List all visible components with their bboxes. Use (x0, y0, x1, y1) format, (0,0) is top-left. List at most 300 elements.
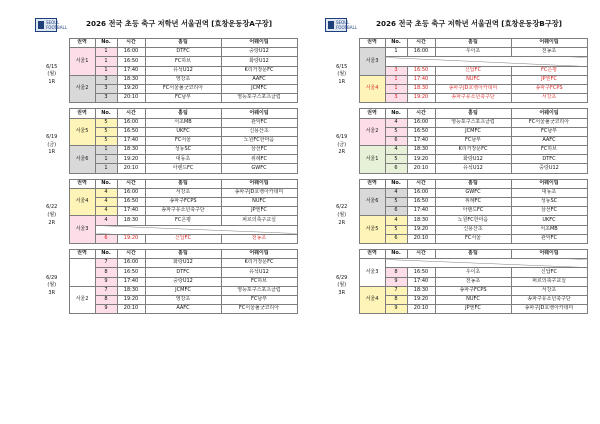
match-number: 5 (385, 155, 407, 164)
table-row (35, 188, 297, 197)
away-team: 위례FC (221, 155, 297, 164)
match-time: 20:10 (407, 305, 435, 314)
panel-title-bar (325, 18, 587, 34)
date-line: (금) (47, 141, 57, 148)
match-time: 19:20 (407, 295, 435, 304)
table-row (35, 216, 297, 225)
date-line: (월) (337, 71, 347, 78)
home-team: 유석U12 (145, 66, 221, 75)
match-time: 16:00 (407, 118, 435, 127)
home-team: GWFC (435, 188, 511, 197)
match-number: 5 (95, 127, 117, 136)
match-time: 16:50 (407, 127, 435, 136)
match-time: 16:00 (117, 259, 145, 268)
table-row (35, 75, 297, 84)
match-time: 20:10 (117, 305, 145, 314)
match-number: 1 (95, 66, 117, 75)
home-team: 신용산초 (435, 225, 511, 234)
match-time: 17:40 (117, 207, 145, 216)
header-row (325, 109, 587, 118)
group-name: 서울1 (359, 146, 385, 174)
match-number: 9 (385, 277, 407, 286)
home-team: 영강초 (145, 295, 221, 304)
home-team: 송파구유소년축구단 (145, 207, 221, 216)
date-header-blank (35, 249, 69, 258)
away-team: 중랑U12 (221, 48, 297, 57)
match-time: 17:40 (117, 136, 145, 145)
away-team: DTFC (511, 155, 587, 164)
match-time: 18:30 (407, 146, 435, 155)
column-header: 어웨이팀 (221, 179, 297, 188)
home-team: JCMFC (435, 127, 511, 136)
column-header: No. (95, 179, 117, 188)
home-team: DTFC (145, 268, 221, 277)
match-time: 17:40 (407, 207, 435, 216)
match-time: 19:20 (117, 84, 145, 93)
away-team: 대동초 (511, 188, 587, 197)
column-header: 홈팀 (435, 109, 511, 118)
panel-title: 2026 전국 초등 축구 저학년 서울권역 [효창운동장B구장] (376, 19, 562, 28)
group-name: 서울3 (359, 48, 385, 76)
column-header: No. (95, 109, 117, 118)
away-team: 송파구JD호뱅아카데미 (511, 305, 587, 314)
away-team: 송파구JD호뱅아카데미 (221, 188, 297, 197)
match-number: 6 (385, 207, 407, 216)
home-team: FC은평 (145, 216, 221, 225)
match-number: 4 (385, 188, 407, 197)
header-row (35, 249, 297, 258)
date-line: (월) (337, 212, 347, 219)
away-team: FC은평 (511, 66, 587, 75)
column-header: 시간 (117, 109, 145, 118)
match-time: 16:50 (407, 268, 435, 277)
date-line: (금) (337, 141, 347, 148)
group-name: 서울5 (359, 216, 385, 244)
home-team: 위례FC (435, 198, 511, 207)
week-schedule-table (35, 249, 298, 314)
home-team: 신답FC (145, 234, 221, 243)
away-team: NUFC (221, 198, 297, 207)
empty-slot (385, 57, 587, 66)
away-team: 관악FC (511, 234, 587, 243)
date-line: 1R (48, 79, 56, 86)
group-name: 서울2 (359, 118, 385, 146)
home-team: 송파구FCPS (435, 286, 511, 295)
week-schedule-table (35, 179, 298, 244)
home-team: FC남부 (145, 94, 221, 103)
match-time: 17:40 (407, 75, 435, 84)
match-time: 20:10 (407, 164, 435, 173)
home-team: 우이초 (435, 48, 511, 57)
match-number: 3 (95, 75, 117, 84)
date-line: 2R (338, 149, 346, 156)
date-header-blank (325, 39, 359, 48)
group-name: 서울2 (69, 75, 95, 103)
match-number: 1 (95, 57, 117, 66)
match-time: 17:40 (407, 277, 435, 286)
date-line: (월) (47, 282, 57, 289)
match-number: 1 (95, 164, 117, 173)
match-number: 9 (385, 305, 407, 314)
header-row (325, 179, 587, 188)
column-header: 권역 (69, 39, 95, 48)
table-row (325, 188, 587, 197)
match-time: 18:30 (407, 84, 435, 93)
match-number: 1 (385, 84, 407, 93)
match-time: 18:30 (117, 75, 145, 84)
column-header: No. (385, 39, 407, 48)
home-team: FC남부 (435, 136, 511, 145)
home-team: 노원FC한마음 (435, 216, 511, 225)
column-header: 어웨이팀 (511, 179, 587, 188)
match-time: 18:30 (117, 216, 145, 225)
away-team: FC남부 (511, 127, 587, 136)
column-header: 권역 (359, 109, 385, 118)
match-number: 7 (385, 286, 407, 295)
table-row (325, 48, 587, 57)
table-row (325, 259, 587, 268)
home-team: 성동SC (145, 146, 221, 155)
match-number: 5 (385, 225, 407, 234)
seoul-football-logo (35, 18, 67, 32)
match-time: 16:50 (117, 268, 145, 277)
column-header: No. (95, 39, 117, 48)
logo-text: SEOUL FOOTBALL (46, 20, 67, 30)
match-time: 19:20 (407, 155, 435, 164)
match-number: 9 (95, 305, 117, 314)
group-name: 서울6 (69, 146, 95, 174)
home-team: 송파구FCPS (145, 198, 221, 207)
away-team: 퍼르의축구교실 (221, 216, 297, 225)
table-row (35, 48, 297, 57)
home-team: 영등포구스포츠클럽 (435, 118, 511, 127)
home-team: 서초MB (145, 118, 221, 127)
column-header: 어웨이팀 (221, 249, 297, 258)
home-team: FC서울 (145, 136, 221, 145)
week-schedule-table (35, 38, 298, 103)
away-team: 신답FC (511, 268, 587, 277)
logo-mark-icon (328, 21, 334, 29)
away-team: 성동SC (511, 198, 587, 207)
column-header: 권역 (69, 109, 95, 118)
match-time: 19:20 (117, 155, 145, 164)
column-header: No. (385, 109, 407, 118)
away-team: 서강초 (511, 286, 587, 295)
column-header: 시간 (117, 39, 145, 48)
match-time: 18:30 (407, 216, 435, 225)
home-team: 송파구유소년축구단 (435, 94, 511, 103)
home-team: 아랜드FC (435, 207, 511, 216)
date-header-blank (35, 39, 69, 48)
table-row (325, 75, 587, 84)
match-number: 8 (95, 295, 117, 304)
empty-slot (385, 259, 587, 268)
away-team: 노원FC한마음 (221, 136, 297, 145)
column-header: 홈팀 (435, 39, 511, 48)
column-header: 홈팀 (145, 109, 221, 118)
match-number: 4 (385, 216, 407, 225)
home-team: 전농초 (435, 277, 511, 286)
home-team: NUFC (435, 75, 511, 84)
match-number: 5 (95, 136, 117, 145)
away-team: FC서울풀굿코리아 (221, 305, 297, 314)
match-number: 5 (385, 127, 407, 136)
home-team: 유석U12 (435, 164, 511, 173)
match-time: 19:20 (117, 295, 145, 304)
away-team: FC하브 (221, 277, 297, 286)
date-line: 6/29 (336, 274, 348, 281)
group-name (69, 259, 95, 287)
home-team: NUFC (435, 295, 511, 304)
match-date (325, 118, 359, 173)
away-team: AAFC (511, 136, 587, 145)
away-team: 전농초 (511, 48, 587, 57)
match-number: 6 (385, 164, 407, 173)
column-header: 권역 (359, 249, 385, 258)
away-team: 서초MB (511, 225, 587, 234)
match-number: 4 (95, 198, 117, 207)
match-number: 4 (385, 118, 407, 127)
match-date (325, 259, 359, 314)
home-team: K리거장문FC (435, 146, 511, 155)
date-line: (월) (47, 71, 57, 78)
column-header: No. (385, 179, 407, 188)
date-line: (월) (337, 282, 347, 289)
column-header: 어웨이팀 (511, 109, 587, 118)
match-time: 20:10 (117, 164, 145, 173)
date-line: 3R (338, 289, 346, 296)
header-row (325, 39, 587, 48)
table-row (325, 286, 587, 295)
home-team: AAFC (145, 305, 221, 314)
home-team: FC하브 (145, 57, 221, 66)
date-line: 6/19 (46, 134, 58, 141)
header-row (325, 249, 587, 258)
match-date (35, 48, 69, 103)
header-row (35, 179, 297, 188)
column-header: 권역 (359, 179, 385, 188)
date-line: 6/19 (336, 134, 348, 141)
week-schedule-table (325, 179, 588, 244)
match-time: 17:40 (117, 277, 145, 286)
match-number: 1 (385, 48, 407, 57)
match-number: 6 (95, 234, 117, 243)
week-schedule-table (35, 108, 298, 173)
away-team: 영등포구스포츠클럽 (221, 286, 297, 295)
column-header: 시간 (407, 179, 435, 188)
away-team: UKFC (511, 216, 587, 225)
table-row (35, 259, 297, 268)
match-time: 18:30 (117, 146, 145, 155)
column-header: 홈팀 (145, 179, 221, 188)
column-header: 권역 (69, 249, 95, 258)
match-number: 4 (95, 207, 117, 216)
column-header: 시간 (407, 249, 435, 258)
match-time: 16:00 (117, 188, 145, 197)
home-team: FC서울풀굿코리아 (145, 84, 221, 93)
match-time: 16:50 (407, 198, 435, 207)
away-team: 관악FC (221, 118, 297, 127)
date-header-blank (35, 179, 69, 188)
match-time: 16:50 (407, 66, 435, 75)
date-line: (월) (47, 212, 57, 219)
away-team: 전농초 (221, 234, 297, 243)
away-team: JP엔FC (511, 75, 587, 84)
panel-title-bar (35, 18, 297, 34)
column-header: No. (385, 249, 407, 258)
away-team: 화랑U12 (221, 57, 297, 66)
home-team: DTFC (145, 48, 221, 57)
away-team: 삼선FC (221, 146, 297, 155)
column-header: 시간 (407, 39, 435, 48)
match-time: 18:30 (407, 286, 435, 295)
match-number: 5 (95, 118, 117, 127)
away-team: JP엔FC (221, 207, 297, 216)
match-number: 8 (385, 268, 407, 277)
table-row (325, 146, 587, 155)
table-row (35, 146, 297, 155)
match-number: 6 (385, 234, 407, 243)
table-row (325, 118, 587, 127)
column-header: 시간 (117, 249, 145, 258)
away-team: FC서울풀굿코리아 (511, 118, 587, 127)
date-line: 1R (48, 149, 56, 156)
home-team: JCMFC (145, 286, 221, 295)
schedule-panel-a (35, 19, 297, 319)
home-team: 화랑U12 (145, 259, 221, 268)
away-team: JCMFC (221, 84, 297, 93)
away-team: 삼선FC (511, 207, 587, 216)
table-row (325, 216, 587, 225)
column-header: 시간 (117, 179, 145, 188)
match-number: 4 (385, 146, 407, 155)
match-time: 16:00 (407, 48, 435, 57)
home-team: UKFC (145, 127, 221, 136)
column-header: 홈팀 (145, 249, 221, 258)
home-team: 중랑U12 (145, 277, 221, 286)
away-team: 신용산초 (221, 127, 297, 136)
logo-text: SEOUL FOOTBALL (336, 20, 357, 30)
home-team: 신답FC (435, 66, 511, 75)
week-schedule-table (325, 108, 588, 173)
match-time: 19:20 (407, 225, 435, 234)
date-line: 1R (338, 79, 346, 86)
away-team: 송파구유소년축구단 (511, 295, 587, 304)
home-team: 서강초 (145, 188, 221, 197)
away-team: 영등포구스포츠클럽 (221, 94, 297, 103)
match-number: 1 (95, 155, 117, 164)
header-row (35, 39, 297, 48)
match-time: 16:00 (117, 48, 145, 57)
match-time: 19:20 (117, 234, 145, 243)
group-name: 서울4 (359, 75, 385, 103)
match-number: 5 (385, 198, 407, 207)
match-time: 17:40 (407, 136, 435, 145)
away-team: AAFC (221, 75, 297, 84)
column-header: 홈팀 (435, 179, 511, 188)
home-team: 아랜드FC (145, 164, 221, 173)
column-header: 어웨이팀 (511, 39, 587, 48)
match-time: 20:10 (407, 234, 435, 243)
match-number: 4 (95, 216, 117, 225)
match-time: 18:30 (117, 286, 145, 295)
away-team: 송파구FCPS (511, 84, 587, 93)
seoul-football-logo (325, 18, 357, 32)
column-header: No. (95, 249, 117, 258)
match-date (325, 48, 359, 103)
match-time: 16:50 (117, 127, 145, 136)
match-time: 16:00 (407, 188, 435, 197)
match-number: 4 (95, 188, 117, 197)
away-team: 유석U12 (221, 268, 297, 277)
away-team: 퍼르의축구교실 (511, 277, 587, 286)
group-name: 서울5 (69, 118, 95, 146)
match-number: 3 (385, 94, 407, 103)
date-header-blank (325, 249, 359, 258)
match-number: 3 (95, 94, 117, 103)
date-line: 2R (48, 219, 56, 226)
group-name: 서울4 (69, 188, 95, 216)
match-number: 8 (95, 268, 117, 277)
match-number: 1 (95, 146, 117, 155)
home-team: 우이초 (435, 268, 511, 277)
match-time: 16:00 (117, 118, 145, 127)
date-header-blank (35, 109, 69, 118)
group-name: 서울3 (69, 216, 95, 244)
home-team: 대동초 (145, 155, 221, 164)
home-team: 화랑U12 (435, 155, 511, 164)
column-header: 홈팀 (435, 249, 511, 258)
away-team: 서강초 (511, 94, 587, 103)
column-header: 어웨이팀 (221, 39, 297, 48)
match-number: 1 (385, 75, 407, 84)
match-time: 17:40 (117, 66, 145, 75)
home-team: JP엔FC (435, 305, 511, 314)
match-number: 3 (95, 84, 117, 93)
match-time: 19:20 (407, 94, 435, 103)
match-number: 9 (95, 277, 117, 286)
away-team: K리거장문FC (221, 66, 297, 75)
away-team: GWFC (221, 164, 297, 173)
match-date (35, 259, 69, 314)
week-schedule-table (325, 249, 588, 314)
date-line: 3R (48, 289, 56, 296)
column-header: 어웨이팀 (511, 249, 587, 258)
date-header-blank (325, 179, 359, 188)
group-name: 서울1 (69, 48, 95, 76)
match-date (325, 188, 359, 243)
match-time: 16:50 (117, 198, 145, 207)
table-row (35, 118, 297, 127)
week-schedule-table (325, 38, 588, 103)
empty-slot (95, 225, 297, 234)
away-team: K리거장문FC (221, 259, 297, 268)
logo-mark-icon (38, 21, 44, 29)
away-team: FC하브 (511, 146, 587, 155)
table-row (35, 286, 297, 295)
match-number: 7 (95, 259, 117, 268)
group-name: 서울2 (69, 286, 95, 314)
group-name: 서울6 (359, 188, 385, 216)
home-team: FC서울 (435, 234, 511, 243)
home-team: 송파구JD호뱅아카데미 (435, 84, 511, 93)
match-number: 8 (385, 295, 407, 304)
match-date (35, 188, 69, 243)
schedule-panel-b (325, 19, 587, 319)
column-header: 어웨이팀 (221, 109, 297, 118)
match-number: 6 (385, 136, 407, 145)
date-line: 6/22 (336, 204, 348, 211)
